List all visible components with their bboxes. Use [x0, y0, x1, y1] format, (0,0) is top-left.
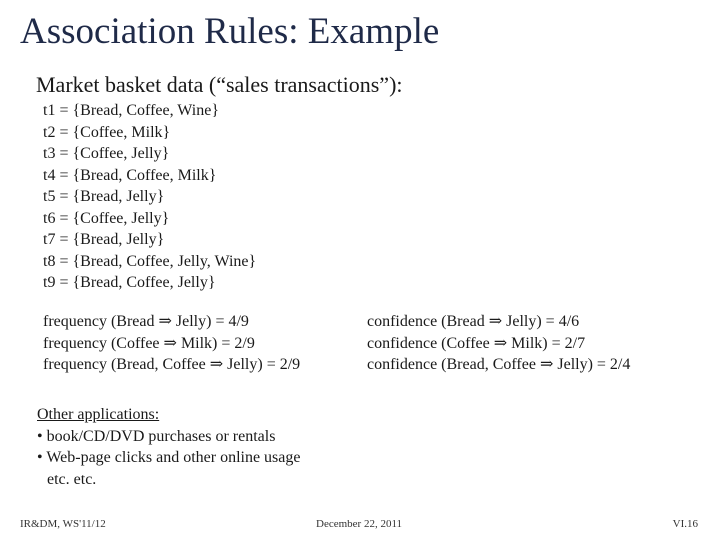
footer-date: December 22, 2011 — [316, 518, 403, 530]
transaction-list — [43, 100, 256, 294]
frequency-line: frequency (Coffee ⇒ Milk) = 2/9 — [43, 334, 255, 352]
transaction-item: t4 = {Bread, Coffee, Milk} — [43, 166, 217, 184]
transaction-item: t2 = {Coffee, Milk} — [43, 123, 171, 141]
transaction-item: t7 = {Bread, Jelly} — [43, 231, 165, 248]
other-applications-item: • book/CD/DVD purchases or rentals — [37, 427, 276, 445]
other-applications-item: • Web-page clicks and other online usage — [37, 449, 301, 466]
footer-slide-number: VI.16 — [672, 518, 698, 530]
other-applications-etc: etc. etc. — [47, 470, 97, 488]
transaction-item: t6 = {Coffee, Jelly} — [43, 209, 170, 227]
other-applications-heading: Other applications: — [37, 406, 160, 423]
confidence-block — [367, 311, 630, 376]
frequency-line: frequency (Bread ⇒ Jelly) = 4/9 — [43, 313, 249, 330]
footer-course: IR&DM, WS'11/12 — [20, 518, 106, 530]
other-applications — [37, 404, 300, 490]
transaction-item: t9 = {Bread, Coffee, Jelly} — [43, 274, 216, 291]
confidence-line: confidence (Coffee ⇒ Milk) = 2/7 — [367, 334, 586, 352]
transaction-item: t5 = {Bread, Jelly} — [43, 188, 165, 205]
frequency-line: frequency (Bread, Coffee ⇒ Jelly) = 2/9 — [43, 356, 301, 373]
confidence-line: confidence (Bread ⇒ Jelly) = 4/6 — [367, 313, 580, 330]
slide-subtitle: Market basket data (“sales transactions”): — [36, 72, 403, 97]
slide-title: Association Rules: Example — [20, 11, 440, 52]
transaction-item: t3 = {Coffee, Jelly} — [43, 145, 170, 162]
frequency-block — [43, 311, 300, 376]
transaction-item: t1 = {Bread, Coffee, Wine} — [43, 102, 219, 119]
transaction-item: t8 = {Bread, Coffee, Jelly, Wine} — [43, 252, 257, 270]
confidence-line: confidence (Bread, Coffee ⇒ Jelly) = 2/4 — [367, 356, 631, 373]
